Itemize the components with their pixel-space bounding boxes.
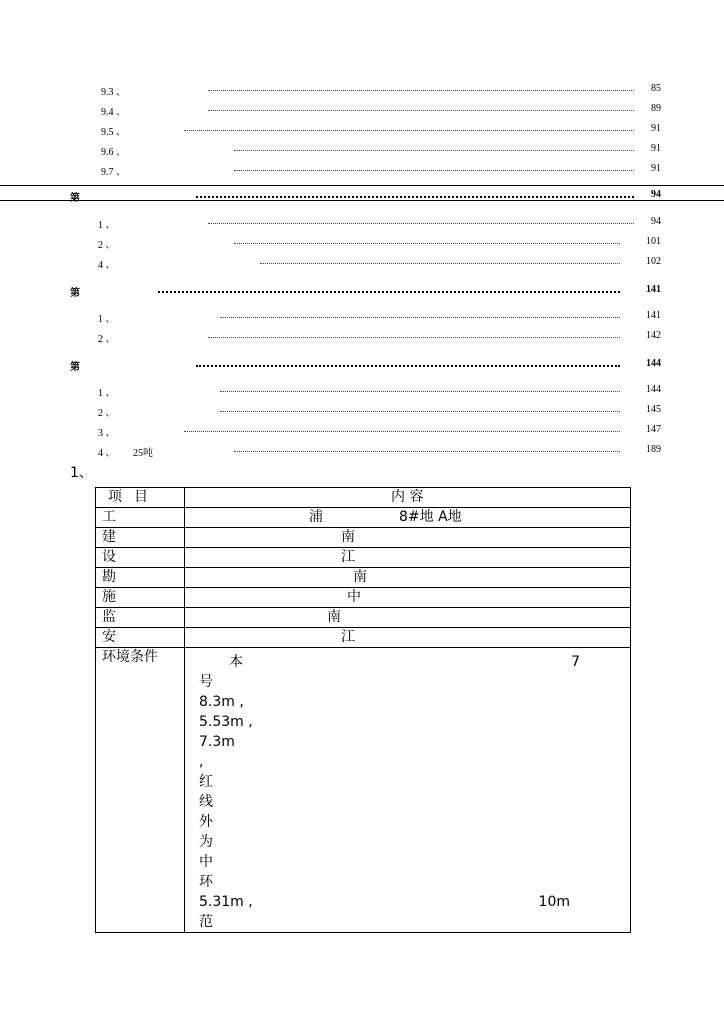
env-line-right: 10m xyxy=(538,894,570,910)
env-line: 7.3m xyxy=(199,734,235,750)
toc-leader xyxy=(208,90,634,91)
env-line-left: 5.31m , xyxy=(199,894,253,910)
toc-chapter-label: 第 xyxy=(70,362,80,373)
toc-leader xyxy=(184,431,620,432)
env-text xyxy=(185,648,630,932)
table-row xyxy=(96,508,631,528)
toc-number: 9.6 、 xyxy=(101,147,126,158)
env-line-left: 本 xyxy=(229,654,243,670)
toc-entry[interactable] xyxy=(0,256,724,270)
toc-entry[interactable] xyxy=(0,330,724,344)
table-row xyxy=(96,628,631,648)
row-value xyxy=(185,628,631,648)
toc-number: 1 、 xyxy=(98,388,116,399)
table-row-environment xyxy=(96,648,631,933)
toc-leader xyxy=(220,391,620,392)
row-label: 施 xyxy=(96,588,185,608)
table-row xyxy=(96,588,631,608)
env-line: 外 xyxy=(199,814,213,830)
toc-page: 91 xyxy=(651,163,661,174)
toc-chapter-entry[interactable] xyxy=(0,358,724,372)
toc-leader xyxy=(208,337,620,338)
row-value xyxy=(185,508,631,528)
toc-entry[interactable] xyxy=(0,236,724,250)
env-line: 范 xyxy=(199,914,213,930)
toc-number: 9.5 、 xyxy=(101,127,126,138)
row-label: 设 xyxy=(96,548,185,568)
toc-page: 142 xyxy=(646,330,661,341)
toc-number: 1 、 xyxy=(98,220,116,231)
toc-leader xyxy=(208,110,634,111)
row-value xyxy=(185,528,631,548)
row-value-text: 南 xyxy=(353,569,367,585)
env-line: 为 xyxy=(199,834,213,850)
row-value xyxy=(185,568,631,588)
toc-page: 147 xyxy=(646,424,661,435)
row-label: 勘 xyxy=(96,568,185,588)
row-value-text: 江 xyxy=(341,629,355,645)
row-label: 建 xyxy=(96,528,185,548)
env-line: , xyxy=(199,754,204,770)
section-heading: 1、 xyxy=(70,465,93,481)
toc-entry[interactable] xyxy=(0,384,724,398)
toc-page: 91 xyxy=(651,143,661,154)
row-value-text: 南 xyxy=(341,529,355,545)
header-item: 项目 xyxy=(96,488,185,508)
env-line: 8.3m , xyxy=(199,694,244,710)
row-value-text-2: 8#地 A地 xyxy=(399,509,462,525)
row-value-text: 南 xyxy=(327,609,341,625)
toc-chapter-entry[interactable] xyxy=(0,284,724,298)
env-line: 环 xyxy=(199,874,213,890)
row-label: 监 xyxy=(96,608,185,628)
toc-leader xyxy=(196,365,620,367)
toc-entry[interactable] xyxy=(0,216,724,230)
toc-entry[interactable] xyxy=(0,83,724,97)
row-value xyxy=(185,548,631,568)
row-value xyxy=(185,588,631,608)
toc-leader xyxy=(158,291,620,293)
toc-page: 89 xyxy=(651,103,661,114)
toc-page: 144 xyxy=(646,384,661,395)
row-value-text: 江 xyxy=(341,549,355,565)
toc-page: 102 xyxy=(646,256,661,267)
env-line xyxy=(199,892,630,912)
toc-title-fragment: 25吨 xyxy=(133,448,153,459)
toc-entry[interactable] xyxy=(0,310,724,324)
project-info-table xyxy=(95,487,631,933)
toc-chapter-label: 第 xyxy=(70,288,80,299)
table-row xyxy=(96,568,631,588)
toc-page: 145 xyxy=(646,404,661,415)
table-row xyxy=(96,548,631,568)
toc-entry[interactable] xyxy=(0,143,724,157)
toc-leader xyxy=(220,317,620,318)
toc-page: 85 xyxy=(651,83,661,94)
toc-entry[interactable] xyxy=(0,404,724,418)
toc-number: 9.4 、 xyxy=(101,107,126,118)
row-label: 工 xyxy=(96,508,185,528)
toc-leader xyxy=(234,150,634,151)
toc-number: 2 、 xyxy=(98,240,116,251)
row-label: 安 xyxy=(96,628,185,648)
toc-entry[interactable] xyxy=(0,424,724,438)
toc-page: 101 xyxy=(646,236,661,247)
toc-number: 9.7 、 xyxy=(101,167,126,178)
env-line: 线 xyxy=(199,794,213,810)
row-value xyxy=(185,608,631,628)
toc-page: 91 xyxy=(651,123,661,134)
row-value-text: 中 xyxy=(347,589,361,605)
env-label: 环境条件 xyxy=(96,648,185,933)
toc-page: 94 xyxy=(651,189,661,200)
toc-page: 94 xyxy=(651,216,661,227)
env-line-right: 7 xyxy=(571,654,580,670)
toc-page: 141 xyxy=(646,310,661,321)
toc-page: 144 xyxy=(646,358,661,369)
toc-page: 189 xyxy=(646,444,661,455)
toc-number: 4 、 xyxy=(98,260,116,271)
env-line: 号 xyxy=(199,674,213,690)
header-content-label: 内 容 xyxy=(391,489,424,505)
row-value-text: 浦 xyxy=(309,509,323,525)
toc-leader xyxy=(220,411,620,412)
toc-entry[interactable] xyxy=(0,444,724,458)
toc-entry[interactable] xyxy=(0,103,724,117)
env-line: 红 xyxy=(199,774,213,790)
table-header-row xyxy=(96,488,631,508)
chapter-rule xyxy=(0,185,724,186)
toc-number: 1 、 xyxy=(98,314,116,325)
chapter-rule xyxy=(0,200,724,201)
toc-number: 2 、 xyxy=(98,334,116,345)
table-row xyxy=(96,528,631,548)
toc-leader xyxy=(234,451,620,452)
toc-number: 3 、 xyxy=(98,428,116,439)
toc-leader xyxy=(234,170,634,171)
toc-leader xyxy=(208,223,634,224)
table-row xyxy=(96,608,631,628)
toc-leader xyxy=(184,130,634,131)
toc-entry[interactable] xyxy=(0,123,724,137)
toc-leader xyxy=(234,243,620,244)
toc-entry[interactable] xyxy=(0,163,724,177)
toc-leader xyxy=(196,196,634,198)
env-value xyxy=(185,648,631,933)
toc-number: 9.3 、 xyxy=(101,87,126,98)
env-line: 5.53m , xyxy=(199,714,253,730)
env-line: 中 xyxy=(199,854,213,870)
header-content xyxy=(185,488,631,508)
toc-leader xyxy=(260,263,620,264)
env-line xyxy=(199,652,630,672)
toc-number: 2 、 xyxy=(98,408,116,419)
toc-chapter-label: 第 xyxy=(70,193,80,204)
toc-number: 4 、 xyxy=(98,448,116,459)
toc-page: 141 xyxy=(646,284,661,295)
